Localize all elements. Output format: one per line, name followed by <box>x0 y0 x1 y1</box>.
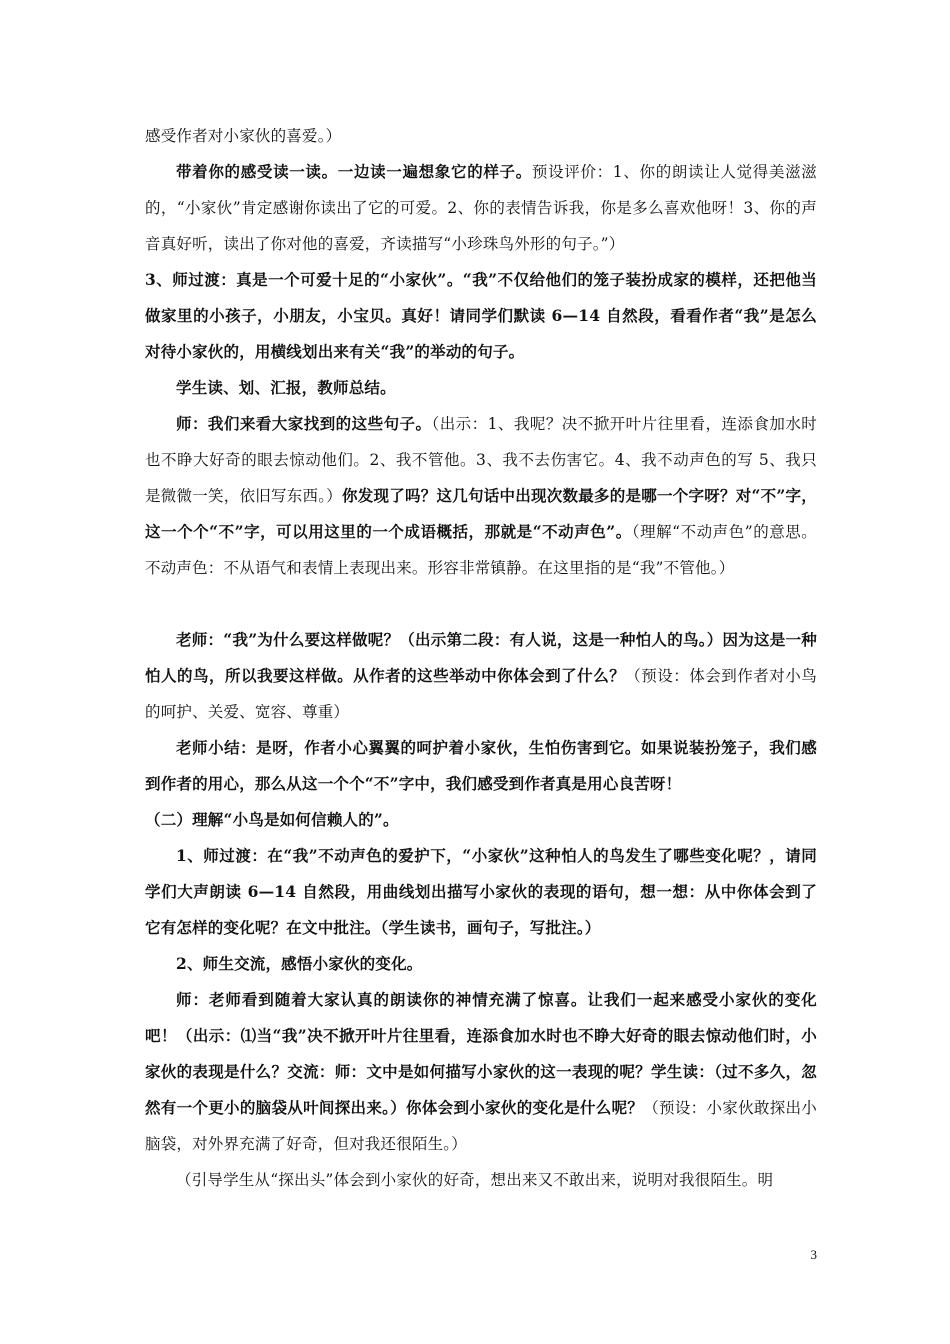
text-span-bold: 1、师过渡：在“我”不动声色的爱护下，“小家伙”这种怕人的鸟发生了哪些变化呢？，请同学们大声朗读 6—14 自然段，用曲线划出描写小家伙的表现的语句，想一想：从中你体会到了它有怎样的变化呢？在文中批注。（学生读书，画句子，写批注。） <box>145 846 817 937</box>
paragraph-6 <box>145 622 817 730</box>
text-span-bold: 学生读、划、汇报，教师总结。 <box>176 378 396 397</box>
text-span: 感受作者对小家伙的喜爱。） <box>145 127 342 145</box>
text-span: （引导学生从“探出头”体会到小家伙的好奇，想出来又不敢出来，说明对我很陌生。明 <box>176 1171 774 1189</box>
text-span: （出示：1、我呢？决不掀开叶片往里看，连添食加水时也不睁大好奇的眼去惊动他们。2、我不管他。3、我不去伤害它。4、我不动声色的写 5、我只是微微一笑，依旧写东西。） <box>145 415 818 505</box>
paragraph-11 <box>145 982 817 1162</box>
text-span-bold: 师：我们来看大家找到的这些句子。 <box>176 414 432 433</box>
text-span-bold: 老师：“我”为什么要这样做呢？（出示第二段：有人说，这是一种怕人的鸟。）因为这是一种怕人的鸟，所以我要这样做。从作者的这些举动中你体会到了什么？ <box>145 630 817 685</box>
paragraph-1 <box>145 118 817 154</box>
paragraph-3 <box>145 262 817 370</box>
paragraph-7 <box>145 730 817 802</box>
text-span-bold: 你发现了吗？这几句话中出现次数最多的是哪一个字呀？对“不”字，这一个个“不”字，可以用这里的一个成语概括，那就是“不动声色”。 <box>145 486 817 541</box>
paragraph-4 <box>145 370 817 406</box>
text-span: （理解“不动声色”的意思。不动声色：不从语气和表情上表现出来。形容非常镇静。在这里指的是“我”不管他。） <box>145 523 817 577</box>
section-heading <box>145 802 817 838</box>
paragraph-12 <box>145 1162 817 1198</box>
text-span-bold: 老师小结：是呀，作者小心翼翼的呵护着小家伙，生怕伤害到它。如果说装扮笼子，我们感到作者的用心，那么从这一个个“不”字中，我们感受到作者真是用心良苦呀！ <box>145 738 817 793</box>
paragraph-2 <box>145 154 817 262</box>
text-span: （预设：体会到作者对小鸟的呵护、关爱、宽容、尊重） <box>145 667 817 721</box>
text-span-bold: 带着你的感受读一读。一边读一遍想象它的样子。 <box>176 162 532 181</box>
text-span: 预设评价：1、你的朗读让人觉得美滋滋的，“小家伙”肯定感谢你读出了它的可爱。2、你的表情告诉我，你是多么喜欢他呀！3、你的声音真好听，读出了你对他的喜爱，齐读描写“小珍珠鸟外形的句子。”） <box>145 163 818 253</box>
text-span-bold: （二）理解“小鸟是如何信赖人的”。 <box>145 810 399 829</box>
paragraph-10 <box>145 946 817 982</box>
text-span-bold: 3、师过渡：真是一个可爱十足的“小家伙”。“我”不仅给他们的笼子装扮成家的模样，还把他当做家里的小孩子，小朋友，小宝贝。真好！请同学们默读 6—14 自然段，看看作者“我”是怎么对待小家伙的，用横线划出来有关“我”的举动的句子。 <box>145 270 817 361</box>
text-span-bold: 师：老师看到随着大家认真的朗读你的神情充满了惊喜。让我们一起来感受小家伙的变化吧！（出示：⑴当“我”决不掀开叶片往里看，连添食加水时也不睁大好奇的眼去惊动他们时，小家伙的表现是什么？交流：师：文中是如何描写小家伙的这一表现的呢？学生读：（过不多久，忽然有一个更小的脑袋从叶间探出来。）你体会到小家伙的变化是什么呢？ <box>145 990 817 1117</box>
paragraph-9 <box>145 838 817 946</box>
text-span-bold: 2、师生交流，感悟小家伙的变化。 <box>176 954 423 973</box>
paragraph-5 <box>145 406 817 586</box>
text-span: （预设：小家伙敢探出小脑袋，对外界充满了好奇，但对我还很陌生。） <box>145 1099 818 1153</box>
page-number: 3 <box>810 1247 817 1262</box>
